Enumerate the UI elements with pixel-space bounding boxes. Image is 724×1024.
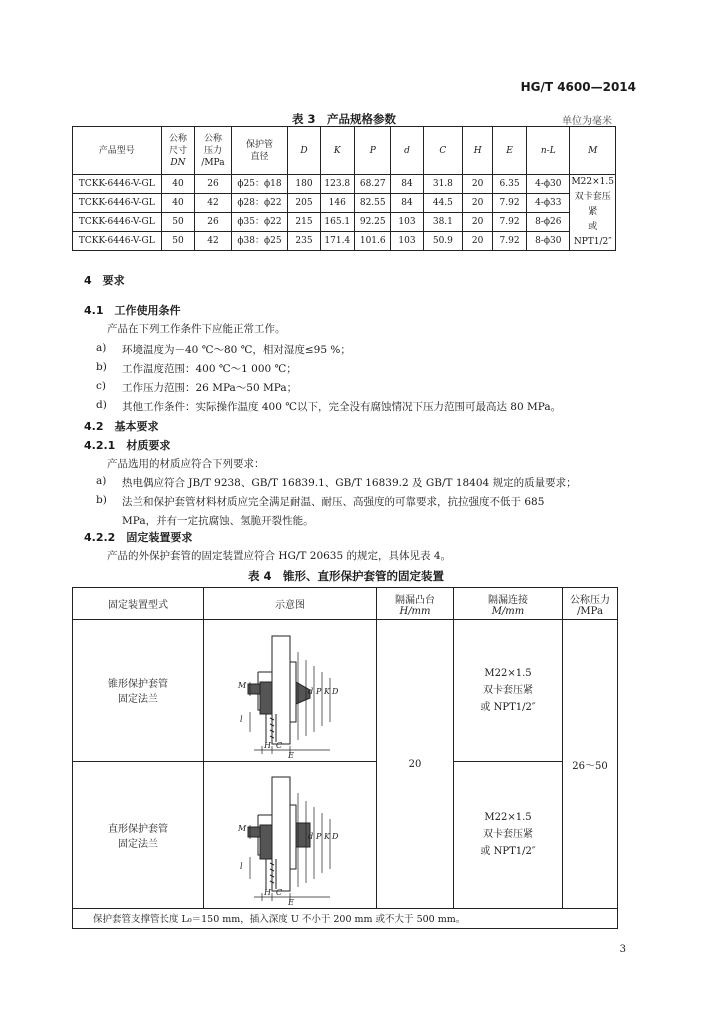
label-K: K (324, 831, 330, 841)
connection-value: M22×1.5 双卡套压紧 或 NPT1/2″ (454, 761, 563, 908)
section-4-2-2-text: 产品的外保护套管的固定装置应符合 HG/T 20635 的规定，具体见表 4。 (107, 550, 452, 562)
th-dia: 保护管 直径 (231, 127, 288, 175)
th-C: C (423, 127, 463, 175)
th-H: H (463, 127, 493, 175)
label-E: E (288, 897, 294, 905)
th-pn: 公称压力 /MPa (563, 588, 618, 620)
label-d: d (308, 687, 314, 697)
list-item: 其他工作条件：实际操作温度 400 ℃以下，完全没有腐蚀情况下压力范围可最高达 80 MPa。 (122, 401, 562, 413)
connection-value: M22×1.5 双卡套压紧 或 NPT1/2″ (454, 620, 563, 761)
section-4-2-heading: 4.2 基本要求 (84, 420, 159, 433)
list-marker: b) (96, 361, 107, 373)
th-K: K (320, 127, 355, 175)
table3-row: TCKK-6446-V-GL 50 26 ϕ35：ϕ22 215 165.1 92.25 103 38.1 20 7.92 8-ϕ26 (73, 213, 616, 232)
list-marker: d) (96, 399, 107, 411)
th-boss: 隔漏凸台 H/mm (377, 588, 454, 620)
diagram-cell (204, 620, 377, 761)
list-item: 工作压力范围：26 MPa～50 MPa； (122, 382, 298, 394)
table3-row: TCKK-6446-V-GL 50 42 ϕ38：ϕ25 235 171.4 101.6 103 50.9 20 7.92 8-ϕ30 (73, 232, 616, 251)
standard-header: HG/T 4600—2014 (520, 80, 636, 94)
label-P: P (316, 831, 322, 841)
table4-row (73, 761, 618, 908)
th-M: M (570, 127, 616, 175)
th-pn: 公称 压力 /MPa (195, 127, 231, 175)
list-item: 环境温度为－40 ℃～80 ℃，相对湿度≤95 %； (122, 344, 351, 356)
fixing-type: 锥形保护套管 固定法兰 (73, 620, 204, 761)
label-C: C (276, 741, 283, 751)
th-nL: n-L (527, 127, 570, 175)
table3-row: TCKK-6446-V-GL 40 42 ϕ28：ϕ22 205 146 82.55 84 44.5 20 7.92 4-ϕ33 (73, 194, 616, 213)
label-M: M (238, 681, 247, 691)
label-H: H (264, 887, 271, 897)
label-d: d (308, 831, 314, 841)
straight-flange-diagram (210, 765, 370, 905)
label-C: C (276, 887, 283, 897)
page-number: 3 (619, 944, 626, 955)
list-marker: a) (96, 475, 107, 487)
th-E: E (493, 127, 527, 175)
th-model: 产品型号 (73, 127, 162, 175)
list-item: 热电偶应符合 JB/T 9238、GB/T 16839.1、GB/T 16839.2 及 GB/T 18404 规定的质量要求； (122, 477, 577, 489)
list-marker: a) (96, 342, 107, 354)
section-4-heading: 4 要求 (84, 274, 125, 287)
th-P: P (355, 127, 391, 175)
th-dn: 公称 尺寸 DN (161, 127, 195, 175)
fixing-type: 直形保护套管 固定法兰 (73, 761, 204, 908)
list-item: 法兰和保护套管材料材质应完全满足耐温、耐压、高强度的可靠要求，抗拉强度不低于 685 (122, 496, 545, 508)
th-d: d (391, 127, 423, 175)
label-K: K (324, 687, 330, 697)
boss-height-value: 20 (377, 620, 454, 909)
table3 (72, 126, 616, 251)
label-H: H (264, 741, 271, 751)
label-D: D (332, 831, 339, 841)
table3-unit: 单位为毫米 (562, 116, 612, 127)
th-diagram: 示意图 (204, 588, 377, 620)
label-l: l (240, 715, 243, 725)
section-4-1-heading: 4.1 工作使用条件 (84, 304, 181, 317)
section-4-2-1-heading: 4.2.1 材质要求 (84, 439, 171, 452)
th-D: D (288, 127, 320, 175)
th-conn: 隔漏连接 M/mm (454, 588, 563, 620)
table3-m-cell: M22×1.5 双卡套压紧 或 NPT1/2″ (570, 175, 616, 251)
table4-row (73, 620, 618, 761)
label-E: E (288, 751, 294, 759)
table4-caption: 表 4 锥形、直形保护套管的固定装置 (248, 569, 445, 583)
label-l: l (240, 861, 243, 871)
table4 (72, 587, 618, 929)
table4-note: 保护套管支撑管长度 L₀＝150 mm，插入深度 U 不小于 200 mm 或不大于 500 mm。 (73, 908, 618, 928)
section-4-2-1-intro: 产品选用的材质应符合下列要求： (107, 458, 265, 470)
th-type: 固定装置型式 (73, 588, 204, 620)
label-P: P (316, 687, 322, 697)
tapered-flange-diagram (210, 622, 370, 758)
list-item-continuation: MPa，并有一定抗腐蚀、氢脆开裂性能。 (122, 515, 314, 527)
pressure-value: 26～50 (563, 620, 618, 909)
table3-row: TCKK-6446-V-GL 40 26 ϕ25：ϕ18 180 123.8 68.27 84 31.8 20 6.35 4-ϕ30 M22×1.5 双卡套压紧 或 NPT1/2″ (73, 175, 616, 194)
list-marker: c) (96, 380, 106, 392)
list-item: 工作温度范围：400 ℃～1 000 ℃； (122, 363, 297, 375)
table3-caption: 表 3 产品规格参数 (292, 112, 397, 126)
section-4-1-intro: 产品在下列工作条件下应能正常工作。 (107, 323, 286, 335)
diagram-cell (204, 761, 377, 908)
list-marker: b) (96, 494, 107, 506)
label-D: D (332, 687, 339, 697)
label-M: M (238, 823, 247, 833)
section-4-2-2-heading: 4.2.2 固定装置要求 (84, 531, 193, 544)
